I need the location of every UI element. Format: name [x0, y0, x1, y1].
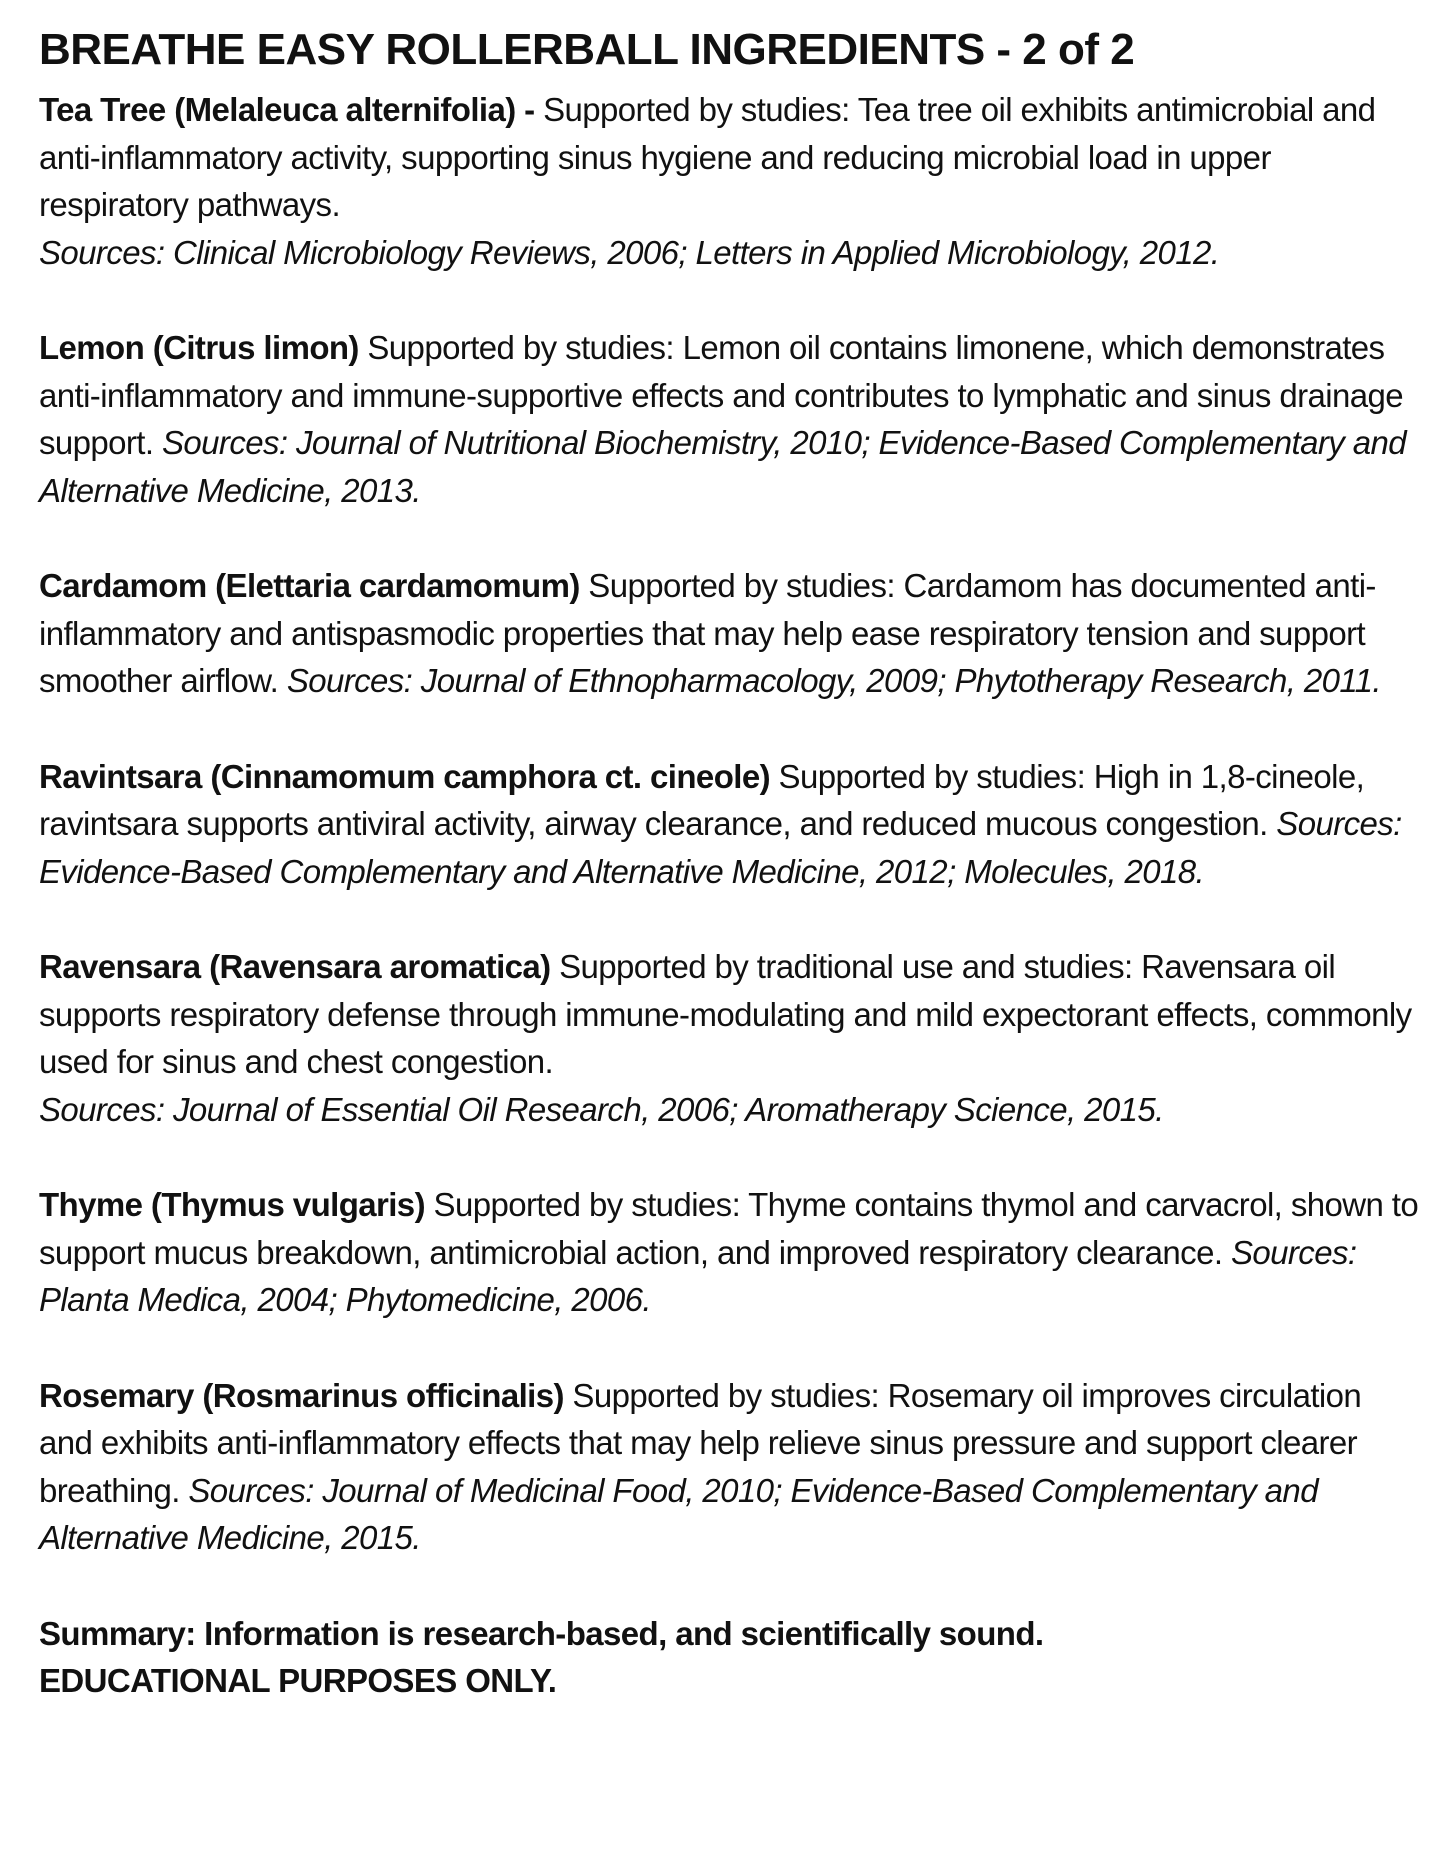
ingredient-tea-tree — [39, 86, 1419, 276]
ingredient-name: Lemon (Citrus limon) — [39, 329, 359, 366]
ingredient-thyme — [39, 1181, 1419, 1324]
ingredient-sources: Sources: Journal of Medicinal Food, 2010; Evidence-Based Complementary and Alternative Medicine, 2015. — [39, 1471, 1318, 1556]
ingredient-description: Supported by studies: Tea tree oil exhibits antimicrobial and anti-inflammatory activity, supporting sinus hygiene and reducing microbial load in upper respiratory pathways. — [39, 91, 1376, 223]
ingredient-cardamom — [39, 562, 1419, 705]
ingredient-description: Supported by studies: High in 1,8-cineole, ravintsara supports antiviral activity, airway clearance, and reduced mucous congestion. — [39, 757, 1365, 842]
ingredient-lemon — [39, 324, 1419, 514]
ingredient-ravensara — [39, 943, 1419, 1133]
summary-statement: Summary: Information is research-based, and scientifically sound. — [39, 1614, 1044, 1652]
ingredient-sources: Sources: Evidence-Based Complementary and Alternative Medicine, 2012; Molecules, 2018. — [39, 805, 1402, 890]
ingredient-sources: Sources: Journal of Nutritional Biochemistry, 2010; Evidence-Based Complementary and Alternative Medicine, 2013. — [39, 424, 1406, 509]
ingredient-sources: Sources: Journal of Ethnopharmacology, 2009; Phytotherapy Research, 2011. — [286, 662, 1381, 699]
ingredient-name: Thyme (Thymus vulgaris) — [39, 1186, 425, 1223]
page-title: BREATHE EASY ROLLERBALL INGREDIENTS - 2 of 2 — [39, 25, 1135, 74]
ingredient-name: Ravensara (Ravensara aromatica) — [39, 948, 551, 985]
ingredient-name: Cardamom (Elettaria cardamomum) — [39, 567, 580, 604]
ingredient-sources: Sources: Planta Medica, 2004; Phytomedicine, 2006. — [39, 1233, 1357, 1318]
ingredient-rosemary — [39, 1372, 1419, 1562]
ingredient-description: Supported by studies: Thyme contains thymol and carvacrol, shown to support mucus breakdown, antimicrobial action, and improved respiratory clearance. — [39, 1186, 1419, 1271]
ingredient-description: Supported by studies: Lemon oil contains limonene, which demonstrates anti-inflammatory and immune-supportive effects and contributes to lymphatic and sinus drainage support. — [39, 329, 1403, 461]
summary — [39, 1610, 1419, 1705]
ingredient-description: Supported by studies: Cardamom has documented anti-inflammatory and antispasmodic properties that may help ease respiratory tension and support smoother airflow. — [39, 567, 1376, 699]
document-page — [39, 22, 1419, 1705]
ingredient-name: Rosemary (Rosmarinus officinalis) — [39, 1376, 564, 1414]
ingredient-ravintsara — [39, 753, 1419, 896]
ingredient-description: Supported by studies: Rosemary oil improves circulation and exhibits anti-inflammatory effects that may help relieve sinus pressure and support clearer breathing. — [39, 1376, 1362, 1509]
ingredient-sources: Sources: Clinical Microbiology Reviews, 2006; Letters in Applied Microbiology, 2012. — [39, 233, 1220, 271]
ingredient-name: Ravintsara (Cinnamomum camphora ct. cineole) — [39, 757, 770, 795]
ingredient-sources: Sources: Journal of Essential Oil Research, 2006; Aromatherapy Science, 2015. — [39, 1090, 1164, 1128]
ingredient-description: Supported by traditional use and studies: Ravensara oil supports respiratory defense through immune-modulating and mild expectorant effects, commonly used for sinus and chest congestion. — [39, 948, 1412, 1080]
disclaimer: EDUCATIONAL PURPOSES ONLY. — [39, 1662, 557, 1699]
ingredient-name: Tea Tree (Melaleuca alternifolia) - — [39, 91, 535, 128]
